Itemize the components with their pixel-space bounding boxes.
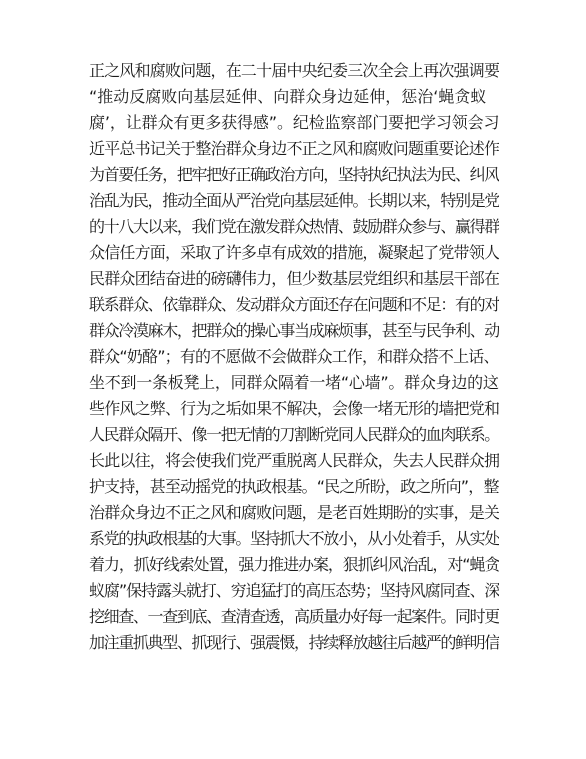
text-line: 正之风和腐败问题，在二十届中央纪委三次全会上再次强调要 bbox=[89, 61, 499, 80]
text-line: 些作风之弊、行为之垢如果不解决，会像一堵无形的墙把党和 bbox=[89, 399, 499, 418]
body-text bbox=[89, 58, 499, 656]
text-line: 民群众团结奋进的磅礴伟力，但少数基层党组织和基层干部在 bbox=[89, 269, 499, 288]
text-line: 长此以往，将会使我们党严重脱离人民群众，失去人民群众拥 bbox=[89, 451, 499, 470]
text-line: 蚁腐”保持露头就打、穷追猛打的高压态势；坚持风腐同查、深 bbox=[89, 581, 499, 600]
text-line: 众信任方面，采取了许多卓有成效的措施，凝聚起了党带领人 bbox=[89, 243, 499, 262]
text-line: 近平总书记关于整治群众身边不正之风和腐败问题重要论述作 bbox=[89, 139, 499, 158]
text-line: 群众冷漠麻木，把群众的操心事当成麻烦事，甚至与民争利、动 bbox=[89, 321, 499, 340]
text-line: 挖细查、一查到底、查清查透，高质量办好每一起案件。同时更 bbox=[89, 607, 499, 626]
text-line: 为首要任务，把牢把好正确政治方向，坚持执纪执法为民、纠风 bbox=[89, 165, 499, 184]
text-line: 加注重抓典型、抓现行、强震慑，持续释放越往后越严的鲜明信 bbox=[89, 633, 499, 652]
text-line: 联系群众、依靠群众、发动群众方面还存在问题和不足：有的对 bbox=[89, 295, 499, 314]
text-line: 群众“奶酪”；有的不愿做不会做群众工作，和群众搭不上话、 bbox=[89, 347, 499, 366]
text-line: 治乱为民，推动全面从严治党向基层延伸。长期以来，特别是党 bbox=[89, 191, 499, 210]
text-line: 护支持，甚至动摇党的执政根基。“民之所盼，政之所向”，整 bbox=[89, 477, 499, 496]
text-line: 着力，抓好线索处置，强力推进办案，狠抓纠风治乱，对“蝇贪 bbox=[89, 555, 499, 574]
text-line: 人民群众隔开、像一把无情的刀割断党同人民群众的血肉联系。 bbox=[89, 425, 499, 444]
text-line: 的十八大以来，我们党在激发群众热情、鼓励群众参与、赢得群 bbox=[89, 217, 499, 236]
text-line: “推动反腐败向基层延伸、向群众身边延伸，惩治‘蝇贪蚁 bbox=[89, 87, 487, 106]
text-line: 治群众身边不正之风和腐败问题，是老百姓期盼的实事，是关 bbox=[89, 503, 499, 522]
text-line: 系党的执政根基的大事。坚持抓大不放小，从小处着手，从实处 bbox=[89, 529, 499, 548]
text-line: 坐不到一条板凳上，同群众隔着一堵“心墙”。群众身边的这 bbox=[89, 373, 499, 392]
text-line: 腐’，让群众有更多获得感”。纪检监察部门要把学习领会习 bbox=[89, 113, 499, 132]
